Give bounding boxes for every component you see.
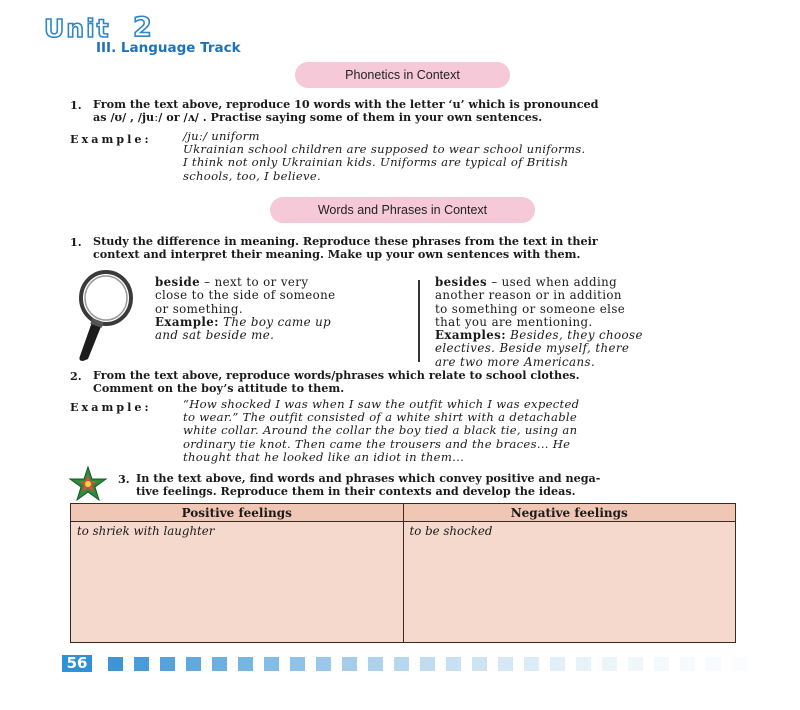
footer-square	[576, 657, 591, 671]
words-task2-line: From the text above, reproduce words/phrases which relate to school clothes.	[93, 368, 580, 382]
phonetics-task-line: as /ʊ/ , /juː/ or /ʌ/ . Practise saying some of them in your own sentences.	[93, 110, 543, 124]
feelings-table	[70, 503, 736, 643]
words-task3-text	[136, 472, 600, 498]
example-line: schools, too, I believe.	[183, 168, 322, 183]
negative-feelings-header: Negative feelings	[403, 504, 736, 522]
beside-def-line: or something.	[155, 301, 244, 316]
footer-square	[524, 657, 539, 671]
example-line: I think not only Ukrainian kids. Uniforms are typical of British	[183, 155, 569, 170]
words-example-label: Example:	[70, 400, 152, 414]
besides-def-line: – used when adding	[487, 275, 618, 289]
beside-term: beside	[155, 275, 201, 289]
beside-example-line: The boy came up	[218, 314, 332, 329]
footer-square	[212, 657, 227, 671]
footer-square	[732, 657, 747, 671]
example-line: ordinary tie knot. Then came the trousers and the braces... He	[183, 436, 571, 451]
phonetics-task-number: 1.	[70, 98, 82, 112]
footer-square	[368, 657, 383, 671]
footer-square	[706, 657, 721, 671]
footer-square	[316, 657, 331, 671]
definition-divider	[418, 280, 420, 362]
phonetics-task-line: From the text above, reproduce 10 words with the letter ‘u’ which is pronounced	[93, 97, 599, 111]
footer-square	[394, 657, 409, 671]
example-line: white collar. Around the collar the boy tied a black tie, using an	[183, 423, 578, 438]
table-row	[71, 522, 736, 643]
besides-example-line: are two more Americans.	[435, 354, 596, 369]
phonetics-task-text	[93, 98, 598, 124]
footer-square	[264, 657, 279, 671]
example-line: Ukrainian school children are supposed to wear school uniforms.	[183, 142, 586, 157]
words-task2-text	[93, 369, 580, 395]
words-task3-line: In the text above, find words and phrases which convey positive and nega-	[136, 471, 601, 485]
besides-def-line: to something or someone else	[435, 301, 626, 316]
words-task3-number: 3.	[118, 472, 130, 486]
phonetics-example	[183, 130, 585, 183]
footer-square	[654, 657, 669, 671]
footer-square	[238, 657, 253, 671]
unit-label: Unit	[44, 14, 111, 43]
besides-term: besides	[435, 275, 488, 289]
unit-number: 2	[133, 12, 152, 43]
footer-square	[446, 657, 461, 671]
besides-example-label: Examples:	[435, 328, 506, 343]
words-task1-line: Study the difference in meaning. Reproduce these phrases from the text in their	[93, 234, 598, 248]
footer-square	[290, 657, 305, 671]
besides-example-line: electives. Beside myself, there	[435, 341, 630, 356]
positive-feelings-header: Positive feelings	[71, 504, 404, 522]
beside-def-line: – next to or very	[200, 275, 309, 289]
footer-square	[602, 657, 617, 671]
phonetics-pill: Phonetics in Context	[295, 62, 510, 88]
words-task1-line: context and interpret their meaning. Make up your own sentences with them.	[93, 247, 581, 261]
footer-square	[186, 657, 201, 671]
words-task2-line: Comment on the boy’s attitude to them.	[93, 381, 345, 395]
words-pill: Words and Phrases in Context	[270, 197, 535, 223]
footer-square	[498, 657, 513, 671]
beside-example-label: Example:	[155, 314, 219, 329]
footer-square	[472, 657, 487, 671]
words-example	[183, 398, 579, 464]
besides-def-line: that you are mentioning.	[435, 314, 593, 329]
star-icon	[68, 466, 108, 502]
footer-square	[134, 657, 149, 671]
words-task3-line: tive feelings. Reproduce them in their contexts and develop the ideas.	[136, 484, 576, 498]
footer-square	[628, 657, 643, 671]
words-task2-number: 2.	[70, 369, 82, 383]
example-line: to wear.” The outfit consisted of a white shirt with a detachable	[183, 410, 578, 425]
beside-def-line: close to the side of someone	[155, 288, 336, 303]
besides-example-line: Besides, they choose	[505, 328, 643, 343]
negative-feelings-cell: to be shocked	[403, 522, 736, 643]
words-task1-number: 1.	[70, 235, 82, 249]
phonetics-example-label: Example:	[70, 132, 152, 146]
footer-square	[420, 657, 435, 671]
example-line: “How shocked I was when I saw the outfit which I was expected	[183, 397, 580, 411]
footer-square	[550, 657, 565, 671]
footer-square	[160, 657, 175, 671]
beside-example-line: and sat beside me.	[155, 328, 275, 343]
example-line: /juː/ uniform	[183, 129, 260, 143]
section-title: III. Language Track	[96, 40, 241, 56]
page-number: 56	[66, 654, 88, 672]
footer-square	[680, 657, 695, 671]
example-line: thought that he looked like an idiot in them...	[183, 449, 465, 464]
positive-feelings-cell: to shriek with laughter	[71, 522, 404, 643]
besides-definition	[435, 276, 735, 369]
besides-def-line: another reason or in addition	[435, 288, 622, 303]
words-task1-text	[93, 235, 598, 261]
footer-square	[342, 657, 357, 671]
footer-square	[108, 657, 123, 671]
table-header-row	[71, 504, 736, 522]
beside-definition	[155, 276, 410, 342]
magnifier-icon	[62, 268, 152, 364]
